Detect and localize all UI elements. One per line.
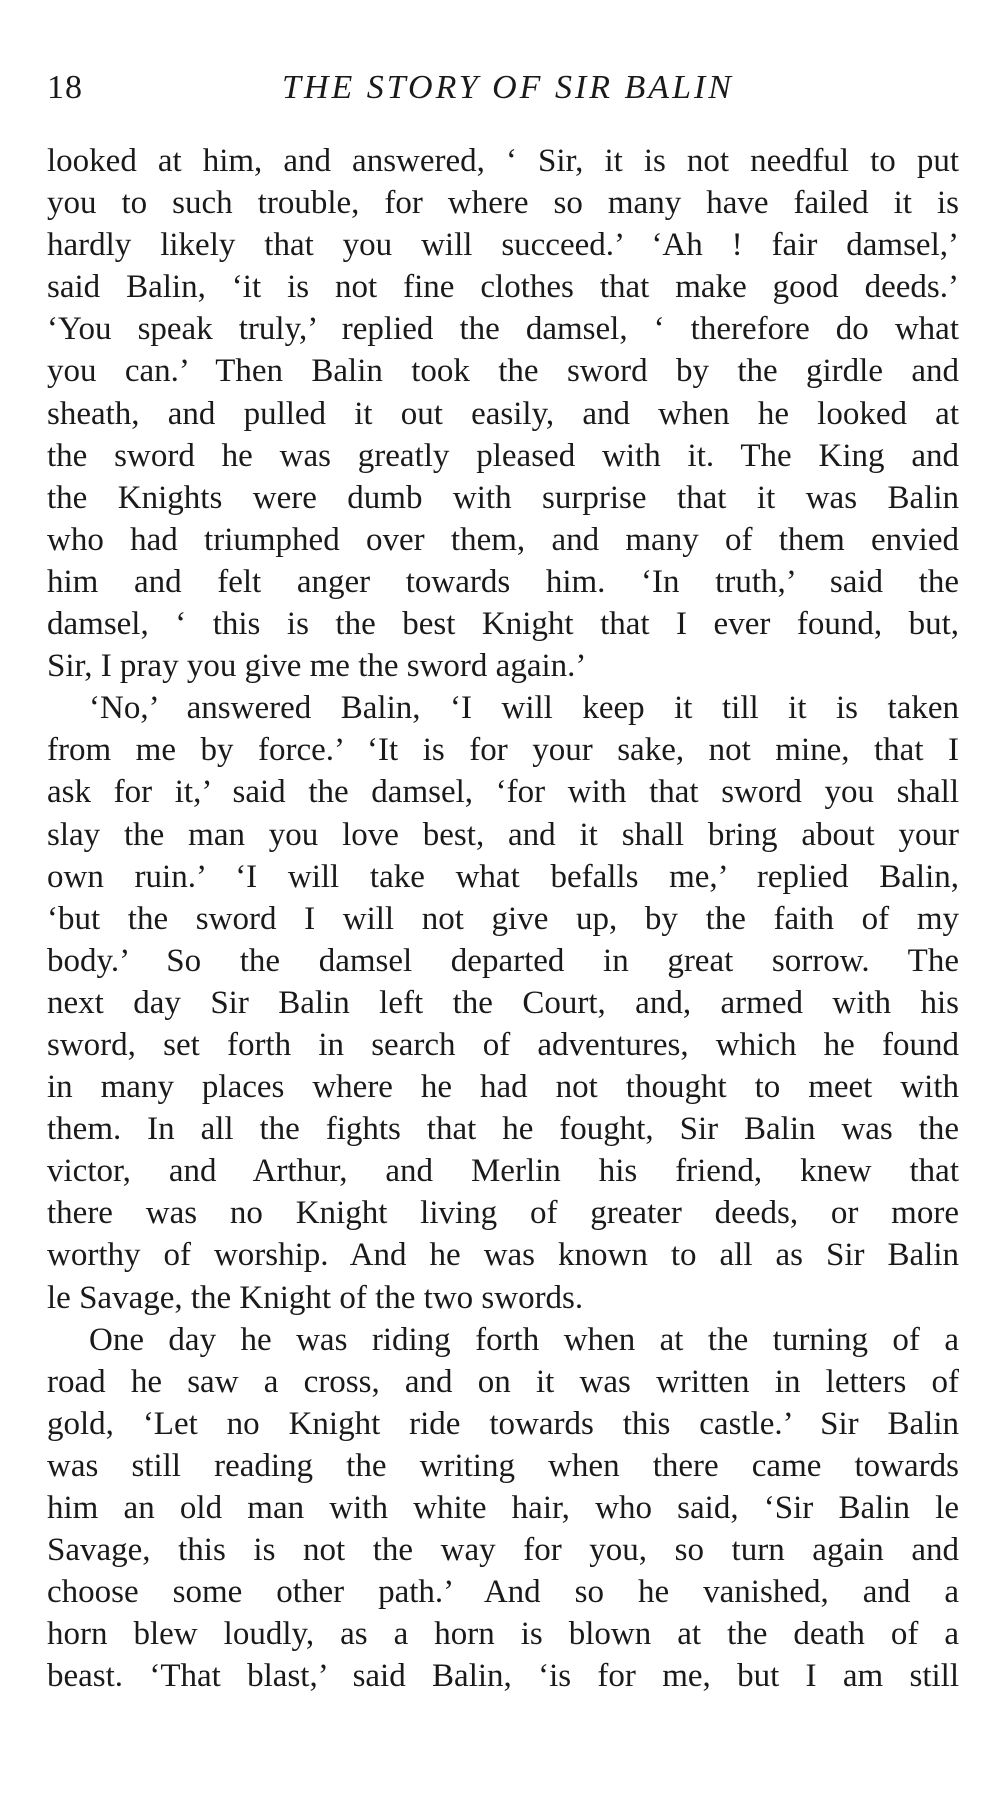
text-line: slay the man you love best, and it shall bring about your xyxy=(47,816,959,853)
paragraph xyxy=(47,687,959,1318)
text-line: horn blew loudly, as a horn is blown at the death of a xyxy=(47,1616,959,1653)
text-line: looked at him, and answered, ‘ Sir, it is not needful to put xyxy=(47,143,959,179)
text-line: was still reading the writing when there came towards xyxy=(47,1447,959,1484)
text-line: hardly likely that you will succeed.’ ‘Ah ! fair damsel,’ xyxy=(47,227,959,264)
text-line: sword, set forth in search of adventures, which he found xyxy=(47,1026,959,1063)
text-line: damsel, ‘ this is the best Knight that I ever found, but, xyxy=(47,606,959,643)
paragraph xyxy=(47,140,959,687)
page-number: 18 xyxy=(47,69,83,106)
text-line: him an old man with white hair, who said, ‘Sir Balin le xyxy=(47,1490,959,1526)
text-line: the Knights were dumb with surprise that it was Balin xyxy=(47,479,959,516)
text-line: ‘You speak truly,’ replied the damsel, ‘ therefore do what xyxy=(47,311,959,348)
text-line: in many places where he had not thought to meet with xyxy=(47,1069,959,1106)
paragraph xyxy=(47,1319,959,1698)
text-line: worthy of worship. And he was known to all as Sir Balin xyxy=(47,1237,959,1274)
text-line: road he saw a cross, and on it was written in letters of xyxy=(47,1363,959,1400)
text-line: sheath, and pulled it out easily, and when he looked at xyxy=(47,395,959,432)
running-head xyxy=(47,64,959,112)
text-line: the sword he was greatly pleased with it. The King and xyxy=(47,437,959,474)
text-line: own ruin.’ ‘I will take what befalls me,’ replied Balin, xyxy=(47,858,959,895)
text-line: him and felt anger towards him. ‘In truth,’ said the xyxy=(47,563,959,600)
text-line: ‘but the sword I will not give up, by the faith of my xyxy=(47,900,959,937)
text-line: gold, ‘Let no Knight ride towards this castle.’ Sir Balin xyxy=(47,1405,959,1442)
text-line: body.’ So the damsel departed in great sorrow. The xyxy=(47,942,959,979)
text-line: One day he was riding forth when at the turning of a xyxy=(89,1321,959,1358)
text-line: victor, and Arthur, and Merlin his friend, knew that xyxy=(47,1153,959,1190)
text-line: you to such trouble, for where so many have failed it is xyxy=(47,185,959,222)
text-line: beast. ‘That blast,’ said Balin, ‘is for me, but I am still xyxy=(47,1658,959,1695)
text-line: from me by force.’ ‘It is for your sake, not mine, that I xyxy=(47,732,959,769)
text-line: you can.’ Then Balin took the sword by the girdle and xyxy=(47,353,959,390)
text-line: there was no Knight living of greater deeds, or more xyxy=(47,1195,959,1232)
text-line: choose some other path.’ And so he vanished, and a xyxy=(47,1574,959,1611)
text-line: ask for it,’ said the damsel, ‘for with that sword you shall xyxy=(47,774,959,811)
text-line: said Balin, ‘it is not fine clothes that make good deeds.’ xyxy=(47,269,959,306)
body-text xyxy=(47,140,959,1697)
text-line: who had triumphed over them, and many of them envied xyxy=(47,521,959,558)
text-line: Sir, I pray you give me the sword again.’ xyxy=(47,648,587,685)
text-line: them. In all the fights that he fought, Sir Balin was the xyxy=(47,1111,959,1148)
text-line: Savage, this is not the way for you, so turn again and xyxy=(47,1532,959,1569)
text-line: next day Sir Balin left the Court, and, armed with his xyxy=(47,984,959,1021)
text-line: le Savage, the Knight of the two swords. xyxy=(47,1279,584,1316)
running-title: THE STORY OF SIR BALIN xyxy=(281,69,734,106)
text-line: ‘No,’ answered Balin, ‘I will keep it till it is taken xyxy=(89,690,959,727)
